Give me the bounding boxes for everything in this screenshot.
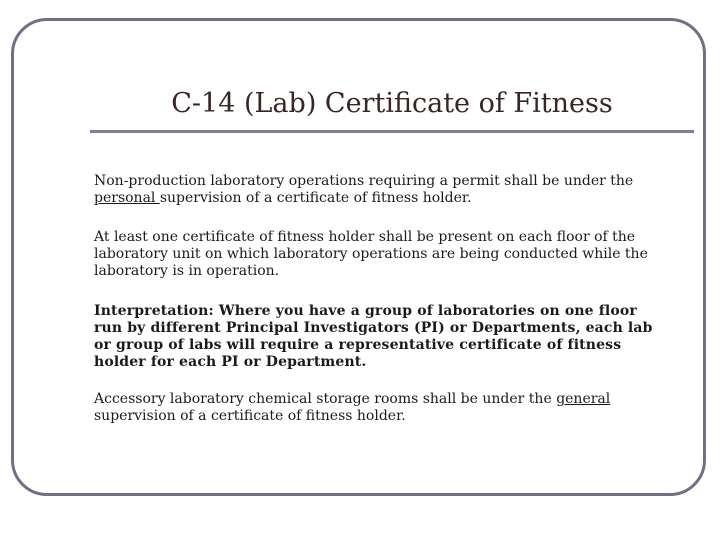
underlined-word-personal: personal — [94, 190, 160, 206]
paragraph-holder-present-each-floor: At least one certificate of fitness holder shall be present on each floor of the laboratory unit on which laboratory operations are being conducted while the laboratory is in operation. — [94, 229, 648, 279]
paragraph-4-text-end: supervision of a certificate of fitness holder. — [94, 408, 406, 424]
slide-body — [94, 173, 654, 447]
paragraph-1-text-end: supervision of a certificate of fitness holder. — [159, 190, 472, 206]
underlined-word-general: general — [556, 391, 611, 407]
paragraph-interpretation: Interpretation: Where you have a group of laboratories on one floor run by different Principal Investigators (PI) or Departments, each lab or group of labs will require a representative certificate of fitness holder for each PI or Department. — [94, 303, 653, 370]
paragraph-personal-supervision — [94, 173, 654, 207]
paragraph-storage-rooms — [94, 391, 654, 425]
title-underline-rule — [90, 130, 694, 133]
paragraph-4-text-start: Accessory laboratory chemical storage rooms shall be under the — [94, 391, 557, 407]
paragraph-1-text-start: Non-production laboratory operations requiring a permit shall be under the — [94, 173, 634, 189]
slide-title: C-14 (Lab) Certificate of Fitness — [171, 88, 613, 119]
